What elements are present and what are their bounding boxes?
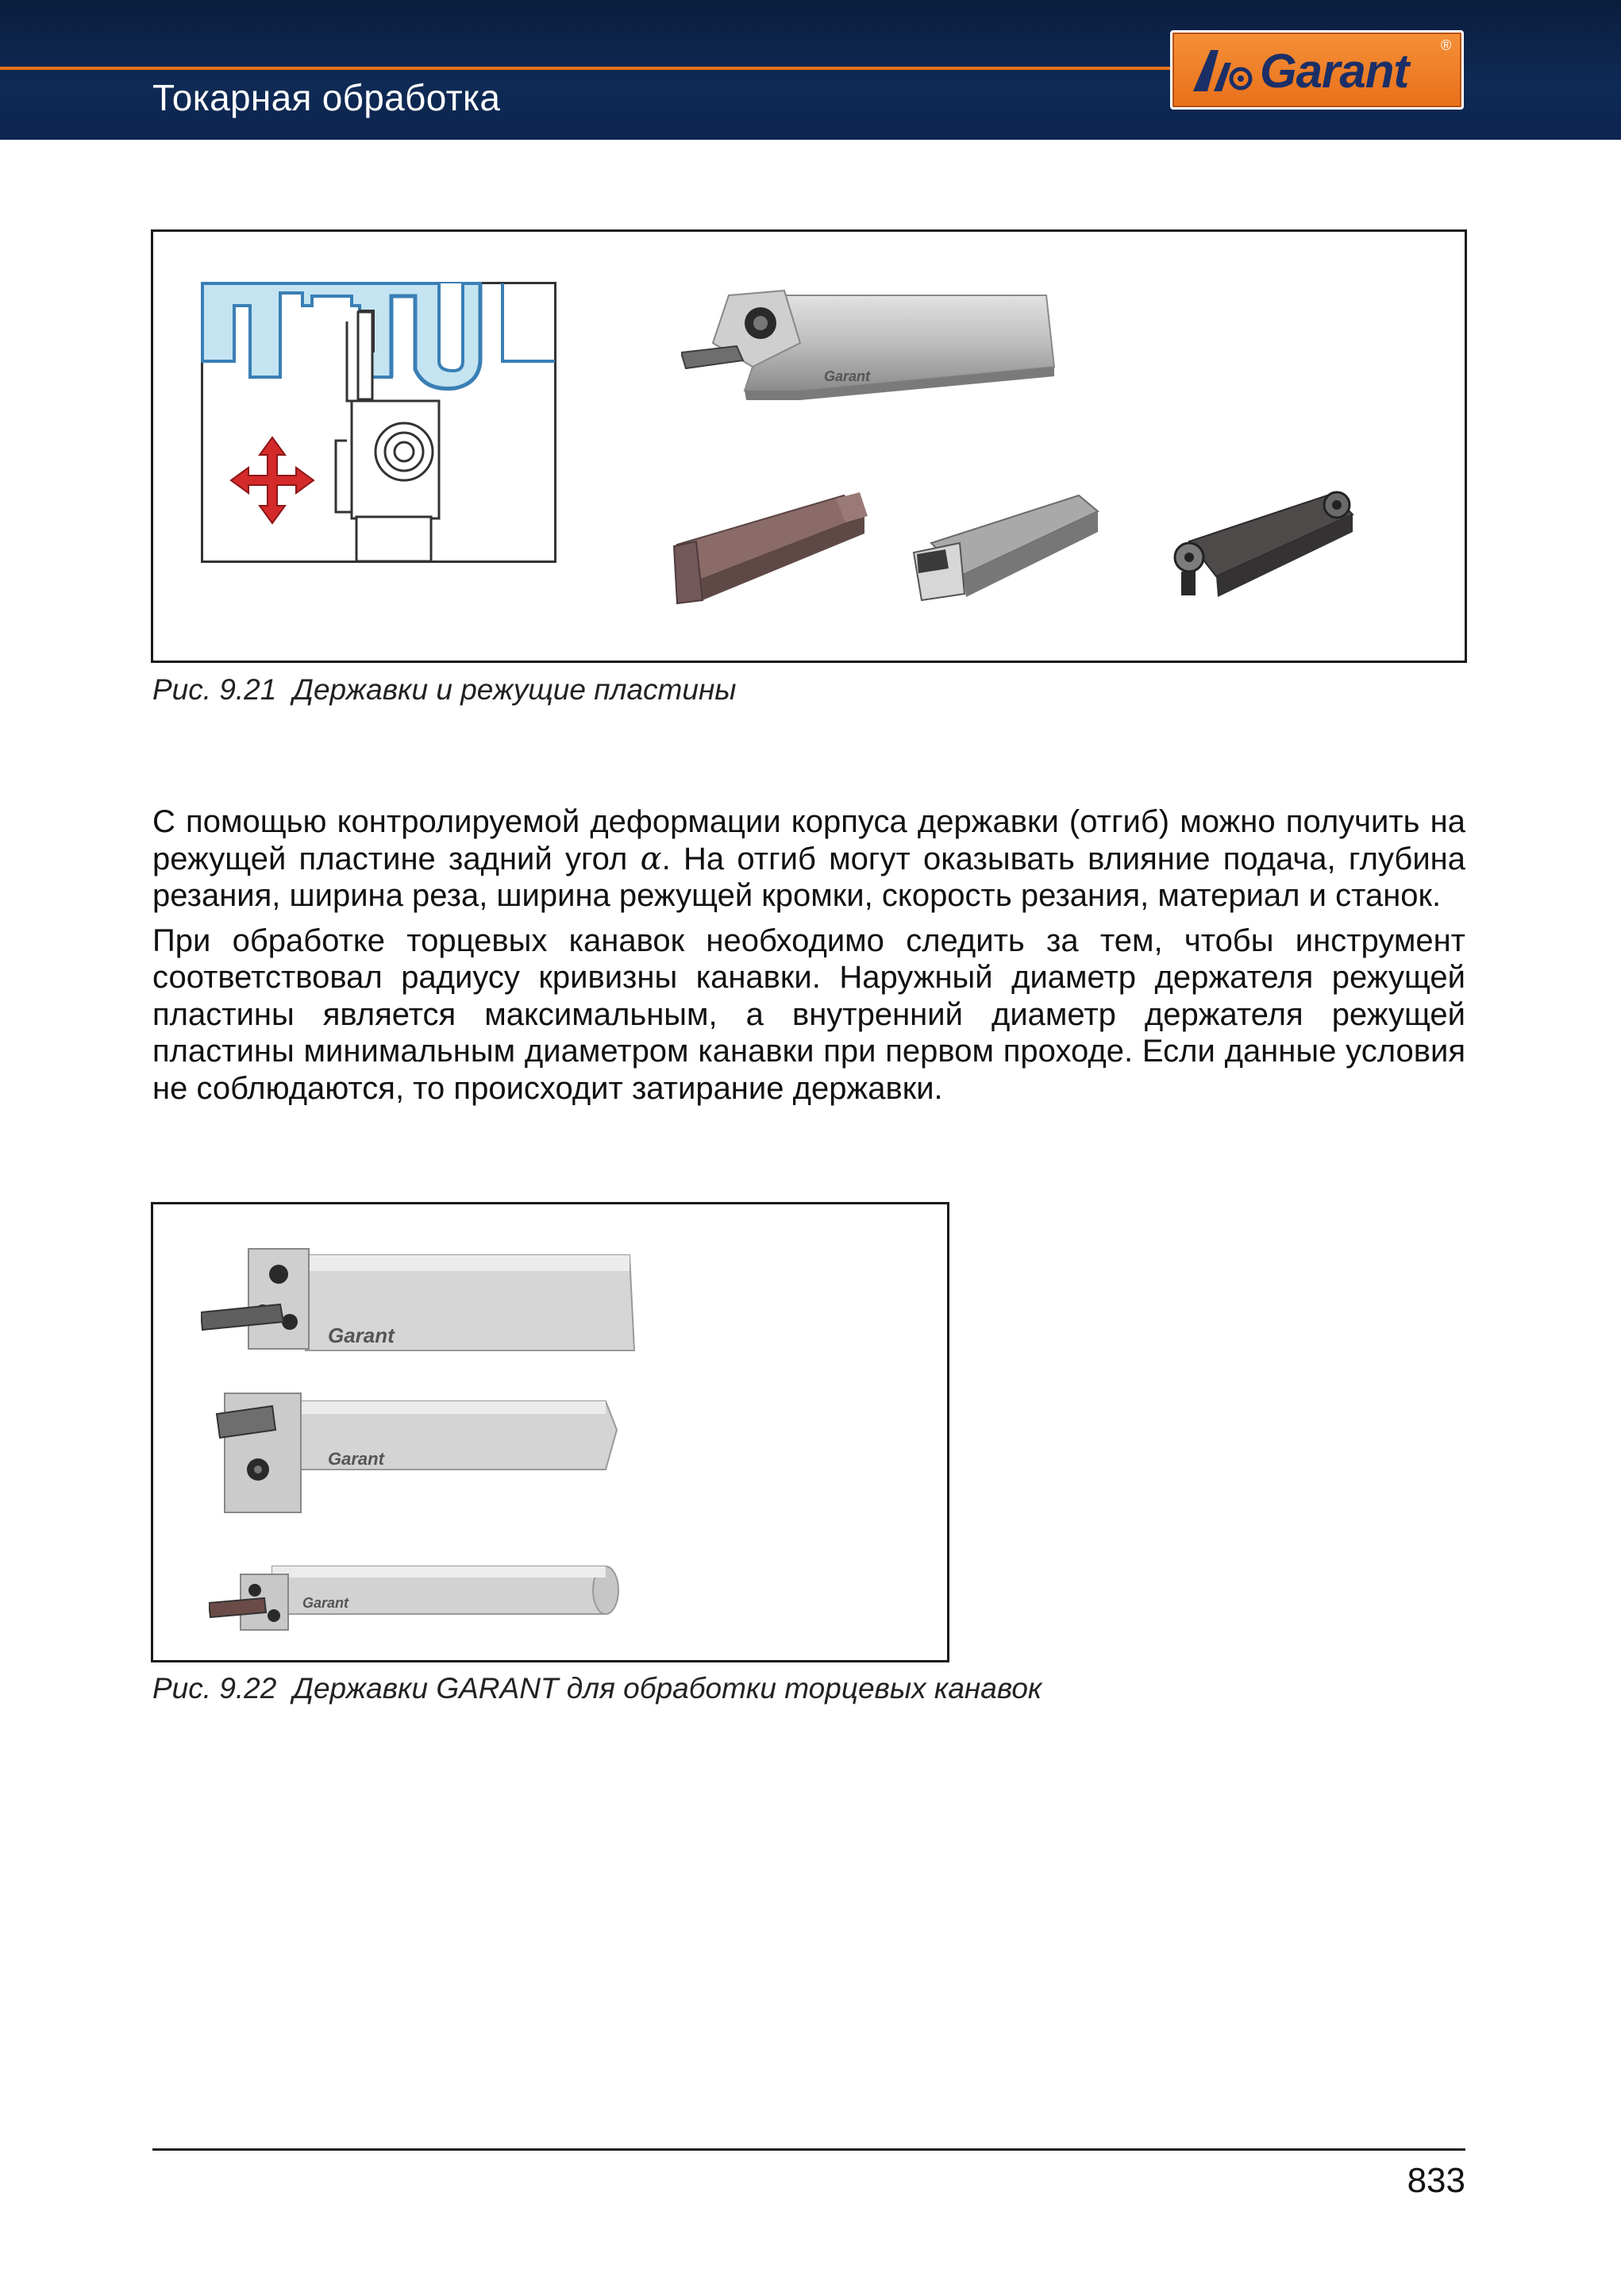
page-number: 833 (1407, 2161, 1465, 2200)
header-accent-rule (0, 67, 1172, 70)
figure-9-21 (151, 229, 1467, 663)
cutting-insert-2 (907, 484, 1114, 611)
page-header (0, 0, 1621, 140)
body-text (152, 803, 1465, 1115)
footer-rule (152, 2148, 1465, 2151)
paragraph-1-start: С помощью контролируемой деформации корпуса державки (отгиб) можно получить на режущей пластине задний угол (152, 804, 1465, 876)
face-groove-holder-2 (209, 1382, 630, 1525)
figure-9-22 (151, 1202, 949, 1662)
garant-logo-text: Garant (1260, 44, 1409, 98)
face-groove-holder-1 (201, 1239, 637, 1357)
registered-mark: ® (1441, 37, 1452, 53)
paragraph-1 (152, 803, 1465, 915)
figure-9-22-caption: Рис. 9.22 Державки GARANT для обработки торцевых канавок (152, 1672, 1042, 1705)
face-groove-holder-3 (209, 1551, 637, 1638)
svg-text:Garant: Garant (824, 368, 871, 384)
garant-logo-icon (1190, 47, 1253, 94)
svg-text:Garant: Garant (302, 1595, 349, 1611)
section-title: Токарная обработка (152, 77, 501, 118)
svg-text:Garant: Garant (328, 1323, 395, 1347)
paragraph-1-end: . На отгиб могут оказывать влияние подача, глубина резания, ширина реза, ширина режущей кромки, скорость резания, материал и станок. (152, 841, 1465, 913)
paragraph-2: При обработке торцевых канавок необходимо следить за тем, чтобы инструмент соответствовал радиусу кривизны канавки. Наружный диаметр держателя режущей пластины является максимальным, а внутренний диаметр держателя режущей пластины минимальным диаметром канавки при первом проходе. Если данные условия не соблюдаются, то происходит затирание державки. (152, 923, 1465, 1106)
cutting-insert-1 (669, 484, 876, 611)
cutting-insert-3 (1157, 478, 1364, 613)
alpha-symbol: α (640, 840, 662, 877)
figure-9-21-caption: Рис. 9.21 Державки и режущие пластины (152, 673, 737, 706)
grooving-schematic (201, 282, 556, 563)
garant-logo (1170, 30, 1464, 110)
svg-text:Garant: Garant (328, 1449, 384, 1469)
grooving-holder-image (681, 279, 1078, 414)
